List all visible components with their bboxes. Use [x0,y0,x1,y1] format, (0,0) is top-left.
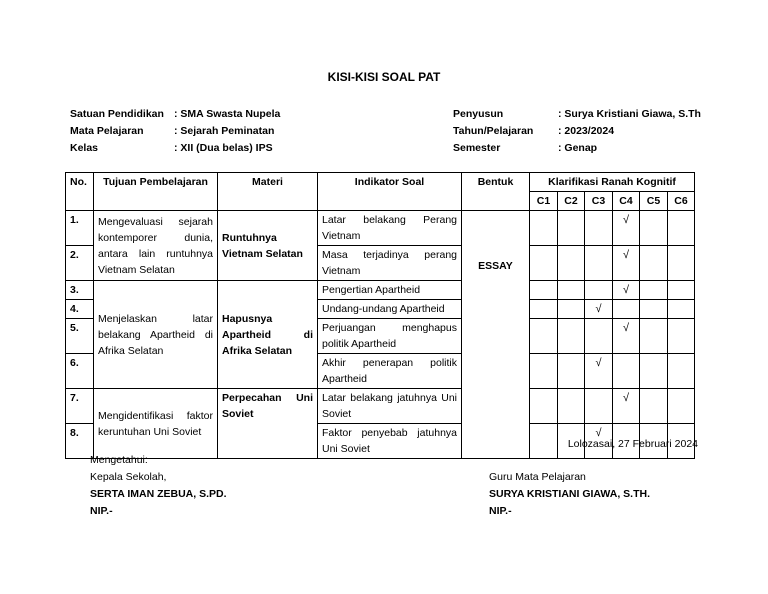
check-mark-icon: √ [595,303,602,315]
info-row-tahun [453,123,701,140]
header-level: C1 [530,192,558,211]
header-tujuan: Tujuan Pembelajaran [94,173,218,211]
cell-materi: Perpecahan Uni Soviet [218,389,318,459]
cell-indikator: Faktor penyebab jatuhnya Uni Soviet [318,424,462,459]
cell-level-c4 [613,300,640,319]
cell-level-c1 [530,389,558,424]
cell-level-c6 [668,354,695,389]
info-right [453,106,701,157]
info-value: : Surya Kristiani Giawa, S.Th [558,108,701,120]
cell-level-c3 [585,354,613,389]
sign-left-nip: NIP.- [90,505,113,517]
info-left [70,106,280,157]
header-level: C5 [640,192,668,211]
header-indikator: Indikator Soal [318,173,462,211]
row-number: 6. [66,354,94,389]
cell-level-c1 [530,281,558,300]
row-number: 1. [66,211,94,246]
info-label: Semester [453,142,501,154]
info-value: : Genap [558,142,598,154]
cell-level-c2 [558,300,585,319]
cell-level-c3 [585,211,613,246]
cell-level-c3 [585,389,613,424]
check-mark-icon: √ [595,427,602,439]
cell-level-c3 [585,246,613,281]
table-row [66,211,695,246]
info-row-satuan [70,106,280,123]
cell-level-c3 [585,319,613,354]
cell-level-c2 [558,354,585,389]
cell-materi: Runtuhnya Vietnam Selatan [218,211,318,281]
signature-right [489,469,650,520]
header-klasifikasi: Klarifikasi Ranah Kognitif [530,173,695,192]
info-label: Kelas [70,142,99,154]
header-bentuk: Bentuk [462,173,530,211]
sign-right-name: SURYA KRISTIANI GIAWA, S.TH. [489,488,651,500]
info-label: Satuan Pendidikan [70,108,164,120]
cell-level-c5 [640,319,668,354]
header-level: C4 [613,192,640,211]
cell-level-c4 [613,246,640,281]
cell-level-c5 [640,354,668,389]
check-mark-icon: √ [595,357,602,369]
row-number: 4. [66,300,94,319]
info-label: Mata Pelajaran [70,125,144,137]
cell-level-c3 [585,281,613,300]
cell-level-c4 [613,354,640,389]
info-value: : Sejarah Peminatan [174,125,275,137]
cell-level-c5 [640,246,668,281]
cell-tujuan: Mengidentifikasi faktor keruntuhan Uni Soviet [94,389,218,459]
cell-indikator: Masa terjadinya perang Vietnam [318,246,462,281]
cell-level-c1 [530,211,558,246]
cell-level-c5 [640,300,668,319]
cell-tujuan: Menjelaskan latar belakang Apartheid di Afrika Selatan [94,281,218,389]
cell-indikator: Pengertian Apartheid [318,281,462,300]
info-row-kelas [70,140,280,157]
info-row-penyusun [453,106,701,123]
cell-level-c1 [530,354,558,389]
signature-left [90,452,227,520]
cell-level-c6 [668,281,695,300]
check-mark-icon: √ [622,392,630,404]
header-materi: Materi [218,173,318,211]
check-mark-icon: √ [622,322,630,334]
cell-indikator: Undang-undang Apartheid [318,300,462,319]
document-title: KISI-KISI SOAL PAT [327,70,441,84]
cell-level-c6 [668,211,695,246]
sign-left-name: SERTA IMAN ZEBUA, S.PD. [90,488,227,500]
place-date: Lolozasai, 27 Februari 2024 [567,438,698,450]
cell-level-c2 [558,389,585,424]
cell-level-c5 [640,281,668,300]
header-level: C6 [668,192,695,211]
row-number: 3. [66,281,94,300]
info-label: Penyusun [453,108,504,120]
cell-level-c1 [530,319,558,354]
sign-left-line2: Kepala Sekolah, [90,471,167,483]
cell-level-c2 [558,211,585,246]
info-label: Tahun/Pelajaran [453,125,534,137]
cell-level-c2 [558,246,585,281]
cell-level-c1 [530,246,558,281]
cell-level-c5 [640,211,668,246]
info-row-semester [453,140,701,157]
cell-level-c4 [613,389,640,424]
check-mark-icon: √ [622,214,630,226]
cell-indikator: Perjuangan menghapus politik Apartheid [318,319,462,354]
info-value: : SMA Swasta Nupela [174,108,281,120]
cell-level-c3 [585,300,613,319]
row-number: 8. [66,424,94,459]
check-mark-icon: √ [622,284,630,296]
cell-level-c6 [668,300,695,319]
table-row [66,281,695,300]
cell-level-c2 [558,281,585,300]
cell-tujuan: Mengevaluasi sejarah kontemporer dunia, antara lain runtuhnya Vietnam Selatan [94,211,218,281]
cell-level-c1 [530,300,558,319]
cell-level-c4 [613,281,640,300]
table-header-row [66,173,695,192]
info-value: : 2023/2024 [558,125,615,137]
cell-bentuk: ESSAY [462,211,530,459]
cell-level-c6 [668,246,695,281]
info-value: : XII (Dua belas) IPS [174,142,273,154]
cell-level-c4 [613,211,640,246]
header-no: No. [66,173,94,211]
cell-level-c5 [640,389,668,424]
cell-level-c6 [668,389,695,424]
row-number: 7. [66,389,94,424]
row-number: 2. [66,246,94,281]
cell-indikator: Latar belakang Perang Vietnam [318,211,462,246]
kisi-kisi-table [65,172,695,459]
table-row [66,389,695,424]
sign-right-nip: NIP.- [489,505,512,517]
header-level: C2 [558,192,585,211]
cell-level-c6 [668,319,695,354]
cell-level-c4 [613,319,640,354]
cell-materi: Hapusnya Apartheid di Afrika Selatan [218,281,318,389]
header-level: C3 [585,192,613,211]
sign-right-line1: Guru Mata Pelajaran [489,471,586,483]
cell-level-c2 [558,319,585,354]
sign-left-line1: Mengetahui: [90,454,148,466]
check-mark-icon: √ [622,249,630,261]
cell-indikator: Akhir penerapan politik Apartheid [318,354,462,389]
row-number: 5. [66,319,94,354]
cell-indikator: Latar belakang jatuhnya Uni Soviet [318,389,462,424]
info-row-mapel [70,123,280,140]
